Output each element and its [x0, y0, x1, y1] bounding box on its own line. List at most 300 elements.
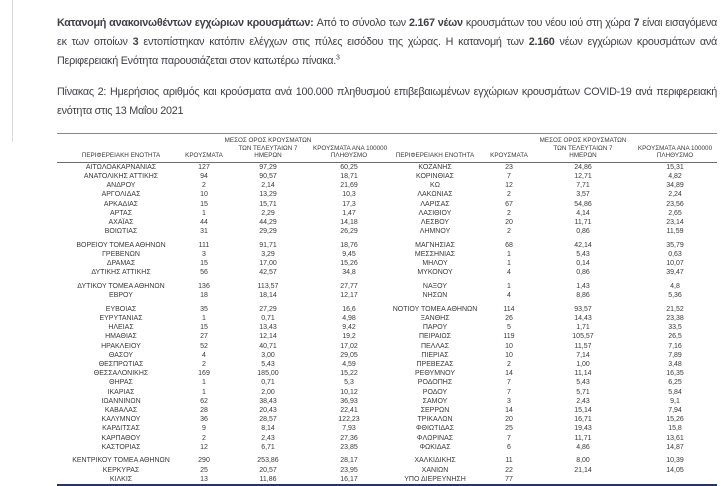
region-cell: ΑΡΤΑΣ	[109, 209, 133, 217]
table-row	[57, 475, 717, 485]
per100k-cell: 14,05	[666, 466, 684, 474]
region-cell: ΙΩΑΝΝΙΝΩΝ	[101, 397, 141, 405]
avg7-cell: 54,86	[574, 200, 592, 208]
page-edge-line	[12, 0, 13, 142]
avg7-cell: 2,43	[576, 397, 590, 405]
cases-cell: 18	[200, 292, 208, 300]
per100k-cell: 18,71	[340, 172, 358, 180]
per100k-cell: 7,94	[668, 407, 682, 415]
header-avg7-left: ΜΕΣΟΣ ΟΡΟΣ ΚΡΟΥΣΜΑΤΩΝ ΤΩΝ ΤΕΛΕΥΤΑΙΩΝ 7 ΗΜΕΡΩΝ	[223, 134, 313, 163]
cases-cell: 4	[507, 292, 511, 300]
per100k-cell: 39,47	[666, 269, 684, 277]
cases-cell: 13	[200, 475, 208, 483]
avg7-cell: 11,71	[574, 434, 592, 442]
table-row	[57, 369, 717, 378]
region-cell: ΛΑΣΙΘΙΟΥ	[418, 209, 452, 217]
per100k-cell: 10,3	[342, 191, 356, 199]
per100k-cell: 9,42	[342, 324, 356, 332]
cases-cell: 52	[200, 342, 208, 350]
intro-text-segment: Κατανομή ανακοινωθέντων εγχώριων κρουσμάτων:	[57, 17, 317, 29]
cases-cell: 4	[202, 351, 206, 359]
avg7-cell: 2,14	[261, 182, 275, 190]
cases-cell: 10	[505, 351, 513, 359]
region-cell: ΧΑΝΙΩΝ	[421, 466, 449, 474]
avg7-cell: 3,29	[261, 251, 275, 258]
avg7-cell: 12,14	[259, 333, 277, 341]
avg7-cell: 0,14	[576, 260, 590, 268]
per100k-cell: 10,12	[340, 388, 358, 396]
avg7-cell: 1,00	[576, 361, 590, 369]
region-cell: ΧΑΛΚΙΔΙΚΗΣ	[414, 457, 456, 465]
per100k-cell: 122,23	[338, 416, 360, 424]
cases-cell: 14	[505, 370, 513, 378]
table-row	[57, 209, 717, 218]
per100k-cell: 22,41	[340, 407, 358, 415]
region-cell: ΑΡΓΟΛΙΔΑΣ	[101, 191, 141, 199]
avg7-cell: 21,14	[574, 466, 592, 474]
region-cell: ΗΜΑΘΙΑΣ	[105, 333, 137, 341]
avg7-cell: 13,29	[259, 191, 277, 199]
region-cell: ΡΟΔΟΠΗΣ	[417, 379, 453, 387]
header-region-right: ΠΕΡΙΦΕΡΕΙΑΚΗ ΕΝΟΤΗΤΑ	[385, 134, 485, 163]
per100k-cell: 28,17	[340, 457, 358, 465]
per100k-cell: 4,82	[668, 172, 682, 180]
table-row	[57, 415, 717, 424]
cases-cell: 290	[198, 457, 210, 465]
per100k-cell: 23,95	[340, 466, 358, 474]
table-row	[57, 323, 717, 332]
region-cell: ΛΑΡΙΣΑΣ	[420, 200, 450, 208]
per100k-cell: 17,3	[342, 200, 356, 208]
table-row	[57, 388, 717, 397]
header-avg7-right: ΜΕΣΟΣ ΟΡΟΣ ΚΡΟΥΣΜΑΤΩΝ ΤΩΝ ΤΕΛΕΥΤΑΙΩΝ 7 ΗΜΕΡΩΝ	[533, 134, 633, 163]
table-body	[57, 162, 717, 485]
region-cell: ΦΛΩΡΙΝΑΣ	[416, 434, 454, 442]
table-row	[57, 190, 717, 199]
avg7-cell: 15,14	[574, 407, 592, 415]
table-row	[57, 456, 717, 465]
avg7-cell: 11,14	[574, 370, 592, 378]
table-row	[57, 291, 717, 300]
cases-cell: 36	[200, 416, 208, 424]
region-cell: ΥΠΟ ΔΙΕΡΕΥΝΗΣΗ	[404, 475, 466, 483]
per100k-cell: 11,59	[666, 228, 684, 236]
avg7-cell: 90,57	[259, 172, 277, 180]
per100k-cell: 27,36	[340, 434, 358, 442]
cases-cell: 10	[505, 342, 513, 350]
per100k-cell: 14,87	[666, 443, 684, 451]
table-row	[57, 200, 717, 209]
avg7-cell: 40,71	[259, 342, 277, 350]
cases-cell: 20	[505, 416, 513, 424]
cases-cell: 15	[200, 200, 208, 208]
avg7-cell: 3,57	[576, 191, 590, 199]
document-content	[57, 14, 717, 486]
region-cell: ΛΗΜΝΟΥ	[419, 228, 451, 236]
avg7-cell: 44,29	[259, 219, 277, 226]
region-cell: ΛΑΚΩΝΙΑΣ	[417, 191, 453, 199]
per100k-cell: 5,84	[668, 388, 682, 396]
per100k-cell: 34,8	[342, 269, 356, 277]
cases-cell: 2	[507, 228, 511, 236]
cases-cell: 7	[507, 379, 511, 387]
avg7-cell: 253,86	[257, 457, 279, 465]
intro-text-segment: 2.167 νέων	[408, 17, 463, 29]
region-cell: ΠΙΕΡΙΑΣ	[421, 351, 449, 359]
cases-cell: 2	[202, 361, 206, 369]
per100k-cell: 21,52	[666, 305, 684, 313]
table-header-row	[57, 134, 717, 163]
cases-cell: 15	[200, 260, 208, 268]
avg7-cell: 15,71	[259, 200, 277, 208]
avg7-cell: 113,57	[257, 283, 279, 290]
cases-cell: 3	[202, 251, 206, 258]
cases-cell: 25	[200, 466, 208, 474]
cases-cell: 23	[505, 163, 513, 171]
avg7-cell: 29,29	[259, 228, 277, 236]
per100k-cell: 10,39	[666, 457, 684, 465]
table-row	[57, 227, 717, 236]
cases-cell: 1	[202, 209, 206, 217]
cases-cell: 7	[507, 388, 511, 396]
per100k-cell: 21,69	[340, 182, 358, 190]
per100k-cell: 4,59	[342, 361, 356, 369]
cases-cell: 9	[202, 425, 206, 433]
per100k-cell: 9,45	[342, 251, 356, 258]
cases-cell: 67	[505, 200, 513, 208]
region-cell: ΘΕΣΠΡΩΤΙΑΣ	[98, 361, 144, 369]
cases-cell: 14	[505, 407, 513, 415]
per100k-cell: 13,61	[666, 434, 684, 442]
covid-region-table	[57, 133, 717, 486]
table-row	[57, 351, 717, 360]
cases-cell: 7	[507, 434, 511, 442]
per100k-cell: 16,6	[342, 305, 356, 313]
per100k-cell: 4,8	[670, 283, 680, 290]
per100k-cell	[633, 475, 717, 485]
per100k-cell: 23,14	[666, 219, 684, 226]
intro-text-segment: είναι εισαγόμενα εκ των οποίων	[57, 17, 718, 48]
region-cell: ΦΩΚΙΔΑΣ	[419, 443, 451, 451]
region-cell: ΕΥΒΟΙΑΣ	[105, 305, 137, 313]
cases-cell: 1	[202, 388, 206, 396]
avg7-cell: 8,14	[261, 425, 275, 433]
per100k-cell: 7,93	[342, 425, 356, 433]
region-cell: ΑΡΚΑΔΙΑΣ	[103, 200, 139, 208]
cases-cell: 114	[503, 305, 515, 313]
cases-cell: 62	[200, 397, 208, 405]
cases-cell: 7	[507, 172, 511, 180]
cases-cell: 12	[200, 443, 208, 451]
table-row	[57, 434, 717, 443]
table-row	[57, 282, 717, 291]
avg7-cell: 5,71	[576, 388, 590, 396]
per100k-cell: 15,22	[340, 370, 358, 378]
per100k-cell: 33,5	[668, 324, 682, 332]
per100k-cell: 6,25	[668, 379, 682, 387]
region-cell: ΓΡΕΒΕΝΩΝ	[102, 251, 140, 258]
avg7-cell: 8,86	[576, 292, 590, 300]
avg7-cell: 19,43	[574, 425, 592, 433]
intro-text-segment: νέων εγχώριων κρουσμάτων ανά Περιφερειακή Ενότητα παρουσιάζεται στον κατωτέρω πίνακα.	[57, 36, 718, 67]
table-row	[57, 268, 717, 277]
region-cell: ΚΕΝΤΡΙΚΟΥ ΤΟΜΕΑ ΑΘΗΝΩΝ	[72, 457, 170, 465]
region-cell: ΑΝΔΡΟΥ	[106, 182, 136, 190]
table-row	[57, 360, 717, 369]
region-cell: ΠΕΙΡΑΙΩΣ	[419, 333, 451, 341]
region-cell: ΙΚΑΡΙΑΣ	[107, 388, 135, 396]
region-cell: ΜΑΓΝΗΣΙΑΣ	[415, 241, 455, 249]
per100k-cell: 34,89	[666, 182, 684, 190]
region-cell: ΗΛΕΙΑΣ	[108, 324, 134, 332]
per100k-cell: 16,35	[666, 370, 684, 378]
intro-text-segment: κρουσμάτων του νέου ιού στη χώρα	[462, 17, 634, 29]
per100k-cell: 15,31	[666, 163, 684, 171]
cases-cell: 2	[202, 434, 206, 442]
table-row	[57, 162, 717, 172]
cases-cell: 20	[505, 219, 513, 226]
avg7-cell: 91,71	[259, 241, 277, 249]
avg7-cell: 11,86	[259, 475, 277, 483]
avg7-cell: 0,71	[261, 379, 275, 387]
region-cell: ΤΡΙΚΑΛΩΝ	[417, 416, 453, 424]
table-row	[57, 241, 717, 250]
avg7-cell: 6,71	[261, 443, 275, 451]
per100k-cell: 18,76	[340, 241, 358, 249]
intro-text-segment: εντοπίστηκαν κατόπιν ελέγχων στις πύλες εισόδου της χώρας. Η κατανομή των	[138, 36, 529, 48]
cases-cell: 10	[200, 191, 208, 199]
per100k-cell: 19,2	[342, 333, 356, 341]
region-cell: ΛΕΣΒΟΥ	[420, 219, 450, 226]
region-cell: ΒΟΙΩΤΙΑΣ	[104, 228, 138, 236]
cases-cell: 11	[505, 457, 513, 465]
avg7-cell: 14,43	[574, 315, 592, 322]
header-cases-left: ΚΡΟΥΣΜΑΤΑ	[185, 134, 223, 163]
avg7-cell: 18,14	[259, 292, 277, 300]
cases-cell: 27	[200, 333, 208, 341]
region-cell: ΝΑΞΟΥ	[422, 283, 448, 290]
avg7-cell: 2,43	[261, 434, 275, 442]
avg7-cell: 1,43	[576, 283, 590, 290]
region-cell: ΔΡΑΜΑΣ	[106, 260, 136, 268]
cases-cell: 25	[505, 425, 513, 433]
cases-cell: 26	[505, 315, 513, 322]
footnote-ref: 3	[335, 54, 340, 62]
per100k-cell: 26,29	[340, 228, 358, 236]
header-per100k-left: ΚΡΟΥΣΜΑΤΑ ΑΝΑ 100000 ΠΛΗΘΥΣΜΟ	[313, 134, 385, 163]
avg7-cell: 16,71	[574, 416, 592, 424]
region-cell: ΚΟΡΙΝΘΙΑΣ	[416, 172, 454, 180]
cases-cell: 5	[507, 324, 511, 332]
avg7-cell: 105,57	[572, 333, 594, 341]
region-cell: ΑΝΑΤΟΛΙΚΗΣ ΑΤΤΙΚΗΣ	[83, 172, 159, 180]
region-cell: ΚΑΒΑΛΑΣ	[104, 407, 138, 415]
table-caption: Πίνακας 2: Ημερήσιος αριθμός και κρούσματα ανά 100.000 πληθυσμού επιβεβαιωμένων εγχώριων κρουσμάτων COVID-19 ανά περιφερειακή ενότητα στις 13 Μαΐου 2021	[57, 86, 717, 117]
avg7-cell: 38,43	[259, 397, 277, 405]
table-row	[57, 466, 717, 475]
avg7-cell: 5,43	[576, 379, 590, 387]
region-cell: ΡΟΔΟΥ	[422, 388, 448, 396]
region-cell: ΕΥΡΥΤΑΝΙΑΣ	[99, 315, 143, 322]
region-cell: ΜΗΛΟΥ	[422, 260, 448, 268]
avg7-cell: 11,57	[574, 342, 592, 350]
table-row	[57, 378, 717, 387]
region-cell: ΣΕΡΡΩΝ	[420, 407, 450, 415]
intro-text-segment: 2.160	[528, 36, 555, 48]
avg7-cell: 185,00	[257, 370, 279, 378]
per100k-cell: 17,02	[340, 342, 358, 350]
intro-text-segment: 7	[633, 17, 640, 29]
avg7-cell: 5,43	[261, 361, 275, 369]
region-cell: ΚΑΡΠΑΘΟΥ	[101, 434, 141, 442]
intro-paragraph	[57, 14, 717, 71]
cases-cell: 111	[198, 241, 210, 249]
per100k-cell: 23,38	[666, 315, 684, 322]
avg7-cell: 13,43	[259, 324, 277, 332]
avg7-cell: 42,14	[574, 241, 592, 249]
region-cell: ΚΕΡΚΥΡΑΣ	[102, 466, 140, 474]
region-cell: ΚΑΡΔΙΤΣΑΣ	[102, 425, 140, 433]
table-row	[57, 443, 717, 452]
region-cell: ΗΡΑΚΛΕΙΟΥ	[101, 342, 141, 350]
table-row	[57, 397, 717, 406]
per100k-cell: 35,79	[666, 241, 684, 249]
table-row	[57, 332, 717, 341]
cases-cell: 1	[507, 260, 511, 268]
cases-cell: 1	[507, 283, 511, 290]
cases-cell: 2	[507, 191, 511, 199]
region-cell: ΘΗΡΑΣ	[109, 379, 133, 387]
avg7-cell: 11,71	[574, 219, 592, 226]
per100k-cell: 4,98	[342, 315, 356, 322]
region-cell: ΠΡΕΒΕΖΑΣ	[416, 361, 454, 369]
region-cell: ΚΙΛΚΙΣ	[109, 475, 133, 483]
per100k-cell: 3,48	[668, 361, 682, 369]
avg7-cell: 20,43	[259, 407, 277, 415]
table-row	[57, 172, 717, 181]
cases-cell: 2	[507, 361, 511, 369]
avg7-cell: 42,57	[259, 269, 277, 277]
cases-cell: 6	[507, 443, 511, 451]
per100k-cell: 2,65	[668, 209, 682, 217]
per100k-cell: 36,93	[340, 397, 358, 405]
avg7-cell: 0,86	[576, 228, 590, 236]
region-cell: ΚΟΖΑΝΗΣ	[418, 163, 452, 171]
per100k-cell: 15,8	[668, 425, 682, 433]
cases-cell: 1	[202, 315, 206, 322]
avg7-cell: 8,00	[576, 457, 590, 465]
avg7-cell: 0,86	[576, 269, 590, 277]
avg7-cell: 17,00	[259, 260, 277, 268]
cases-cell: 3	[507, 397, 511, 405]
per100k-cell: 7,89	[668, 351, 682, 359]
cases-cell: 77	[505, 475, 513, 483]
cases-cell: 35	[200, 305, 208, 313]
cases-cell: 2	[202, 182, 206, 190]
avg7-cell: 2,29	[261, 209, 275, 217]
avg7-cell: 5,43	[576, 251, 590, 258]
table-row	[57, 424, 717, 433]
per100k-cell: 60,25	[340, 163, 358, 171]
table-row	[57, 305, 717, 314]
region-cell: ΠΑΡΟΥ	[422, 324, 448, 332]
cases-cell: 44	[200, 219, 208, 226]
header-region-left: ΠΕΡΙΦΕΡΕΙΑΚΗ ΕΝΟΤΗΤΑ	[57, 134, 185, 163]
region-cell: ΒΟΡΕΙΟΥ ΤΟΜΕΑ ΑΘΗΝΩΝ	[76, 241, 166, 249]
avg7-cell: 24,86	[574, 163, 592, 171]
avg7-cell: 27,29	[259, 305, 277, 313]
region-cell: ΚΑΣΤΟΡΙΑΣ	[101, 443, 141, 451]
region-cell: ΣΑΜΟΥ	[422, 397, 448, 405]
region-cell: ΦΘΙΩΤΙΔΑΣ	[415, 425, 455, 433]
cases-cell: 31	[200, 228, 208, 236]
cases-cell: 1	[202, 379, 206, 387]
header-per100k-right: ΚΡΟΥΣΜΑΤΑ ΑΝΑ 100000 ΠΛΗΘΥΣΜΟ	[633, 134, 717, 163]
avg7-cell: 1,71	[576, 324, 590, 332]
per100k-cell: 5,3	[344, 379, 354, 387]
avg7-cell: 20,57	[259, 466, 277, 474]
intro-text-segment: 3	[132, 36, 139, 48]
cases-cell: 1	[507, 251, 511, 258]
region-cell: ΔΥΤΙΚΗΣ ΑΤΤΙΚΗΣ	[91, 269, 151, 277]
region-cell: ΔΥΤΙΚΟΥ ΤΟΜΕΑ ΑΘΗΝΩΝ	[77, 283, 165, 290]
per100k-cell: 23,85	[340, 443, 358, 451]
table-row	[57, 406, 717, 415]
per100k-cell: 29,05	[340, 351, 358, 359]
per100k-cell: 9,1	[670, 397, 680, 405]
avg7-cell: 0,71	[261, 315, 275, 322]
avg7-cell: 7,14	[576, 351, 590, 359]
per100k-cell: 26,5	[668, 333, 682, 341]
region-cell: ΚΩ	[430, 182, 440, 190]
cases-cell: 12	[505, 182, 513, 190]
region-cell: ΝΗΣΩΝ	[422, 292, 448, 300]
per100k-cell: 0,63	[668, 251, 682, 258]
cases-cell: 15	[200, 324, 208, 332]
avg7-cell: 3,00	[261, 351, 275, 359]
avg7-cell: 7,71	[576, 182, 590, 190]
region-cell: ΘΑΣΟΥ	[108, 351, 134, 359]
table-row	[57, 218, 717, 227]
cases-cell: 169	[198, 370, 210, 378]
per100k-cell: 1,47	[342, 209, 356, 217]
intro-text-segment: Από το σύνολο των	[316, 17, 409, 29]
per100k-cell: 15,26	[666, 416, 684, 424]
per100k-cell: 12,17	[340, 292, 358, 300]
cases-cell: 127	[198, 163, 210, 171]
region-cell: ΜΥΚΟΝΟΥ	[417, 269, 453, 277]
cases-cell: 68	[505, 241, 513, 249]
table-row	[57, 342, 717, 351]
region-cell: ΝΟΤΙΟΥ ΤΟΜΕΑ ΑΘΗΝΩΝ	[392, 305, 478, 313]
per100k-cell: 5,36	[668, 292, 682, 300]
cases-cell: 2	[507, 209, 511, 217]
region-cell: ΠΕΛΛΑΣ	[420, 342, 450, 350]
avg7-cell: 97,29	[259, 163, 277, 171]
avg7-cell: 12,71	[574, 172, 592, 180]
cases-cell: 119	[503, 333, 515, 341]
table-row	[57, 314, 717, 323]
per100k-cell: 23,56	[666, 200, 684, 208]
region-cell: ΜΕΣΣΗΝΙΑΣ	[414, 251, 456, 258]
region-cell: ΑΧΑΪΑΣ	[108, 219, 134, 226]
table-row	[57, 259, 717, 268]
region-cell: ΡΕΘΥΜΝΟΥ	[414, 370, 455, 378]
header-cases-right: ΚΡΟΥΣΜΑΤΑ	[485, 134, 533, 163]
per100k-cell: 27,77	[340, 283, 358, 290]
region-cell: ΘΕΣΣΑΛΟΝΙΚΗΣ	[93, 370, 149, 378]
per100k-cell: 10,07	[666, 260, 684, 268]
